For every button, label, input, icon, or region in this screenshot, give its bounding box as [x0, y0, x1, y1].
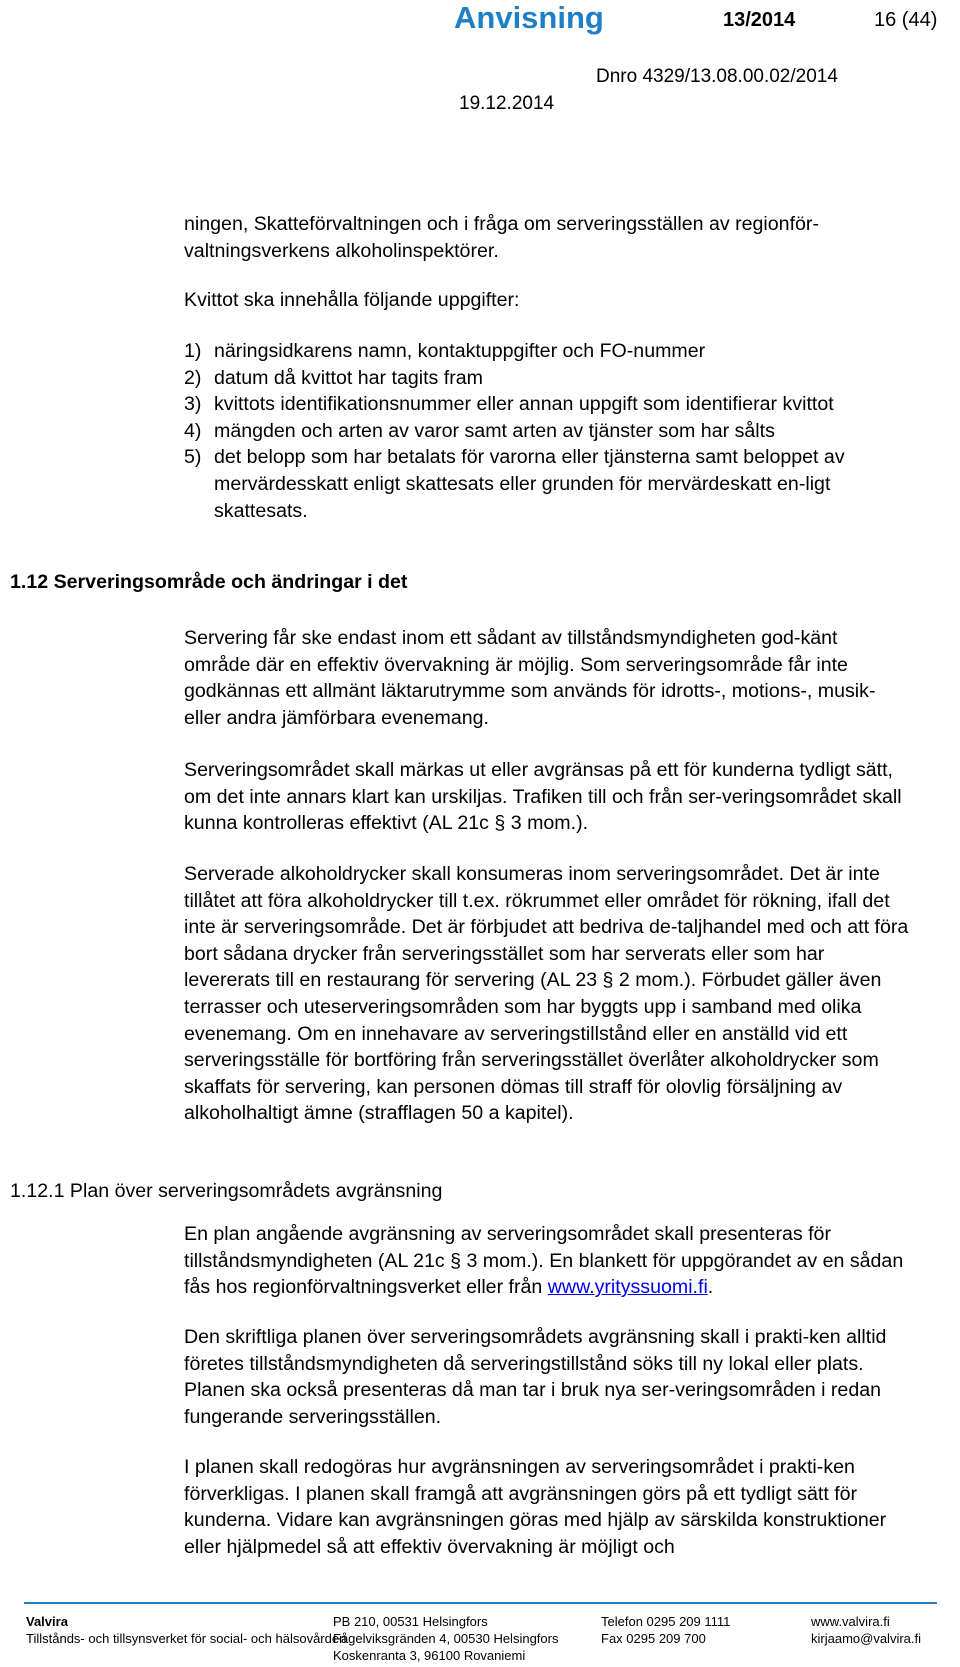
list-item — [184, 444, 909, 524]
paragraph: Den skriftliga planen över serveringsområdets avgränsning skall i prakti-ken alltid företes tillståndsmyndigheten då serveringstillstånd söks till ny lokal eller plats. Planen ska också presenteras då man tar i bruk nya ser-veringsområden i redan fungerande serveringsställen. — [184, 1326, 887, 1428]
list-item-number: 4) — [184, 419, 202, 442]
section-1-12-paragraph-1 — [184, 625, 904, 731]
footer-email-link[interactable]: kirjaamo@valvira.fi — [811, 1631, 921, 1646]
list-item-text: datum då kvittot har tagits fram — [214, 366, 483, 389]
list-item-number: 5) — [184, 446, 202, 469]
list-item-number: 1) — [184, 340, 202, 362]
page-number: 16 (44) — [874, 9, 938, 31]
footer-phone-fax — [601, 1613, 730, 1647]
section-1-12-1-paragraph-1 — [184, 1221, 919, 1301]
list-item — [184, 391, 944, 418]
receipt-list-block — [184, 338, 944, 524]
section-1-12-paragraph-3 — [184, 861, 909, 1127]
receipt-block — [184, 287, 944, 314]
footer-fax: Fax 0295 209 700 — [601, 1631, 706, 1646]
paragraph: I planen skall redogöras hur avgränsningen av serveringsområdet i prakti-ken förverkligas. I planen skall framgå att avgränsningen görs på ett tydligt sätt för kunderna. Vidare kan avgränsningen göras med hjälp av särskilda konstruktioner eller hjälpmedel så att effektiv övervakning är möjligt och — [184, 1456, 887, 1558]
yrityssuomi-link[interactable]: www.yrityssuomi.fi — [547, 1276, 708, 1299]
section-heading-1-12-1: 1.12.1 Plan över serveringsområdets avgränsning — [10, 1180, 443, 1202]
footer-address-line: Fågelviksgränden 4, 00530 Helsingfors — [333, 1631, 559, 1646]
paragraph: Servering får ske endast inom ett sådant av tillståndsmyndigheten god-känt område där en effektiv övervakning är möjlig. Som serveringsområde får inte godkännas ett allmänt läktarutrymme som används för idrotts-, motions-, musik- eller andra jämförbara evenemang. — [184, 627, 876, 729]
section-heading-1-12: 1.12 Serveringsområde och ändringar i det — [10, 571, 408, 593]
intro-continuation: ningen, Skatteförvaltningen och i fråga om serveringsställen av regionför-valtningsverkens alkoholinspektörer. — [184, 213, 819, 262]
list-item-text: det belopp som har betalats för varorna eller tjänsterna samt beloppet av mervärdesskatt enligt skattesats eller grunden för mervärdeskatt en-ligt skattesats. — [214, 446, 845, 522]
paragraph: Serveringsområdet skall märkas ut eller avgränsas på ett för kunderna tydligt sätt, om det inte annars klart kan urskiljas. Trafiken till och från ser-veringsområdet skall kunna kontrolleras effektivt (AL 21c § 3 mom.). — [184, 759, 902, 835]
list-item-text: kvittots identifikationsnummer eller annan uppgift som identifierar kvittot — [214, 393, 834, 416]
footer-address-line: Koskenranta 3, 96100 Rovaniemi — [333, 1648, 526, 1663]
footer-web-link[interactable]: www.valvira.fi — [811, 1614, 890, 1629]
list-item — [184, 365, 944, 392]
intro-block — [184, 211, 944, 264]
footer-web-email — [811, 1613, 921, 1647]
list-item-number: 3) — [184, 393, 202, 416]
document-date: 19.12.2014 — [459, 93, 555, 114]
section-1-12-1-paragraph-3 — [184, 1454, 909, 1560]
receipt-lead: Kvittot ska innehålla följande uppgifter: — [184, 289, 520, 311]
footer-address — [333, 1613, 558, 1664]
paragraph-text: En plan angående avgränsning av serveringsområdet skall presenteras för tillståndsmyndigheten (AL 21c § 3 mom.). En blankett för uppgörandet av en sådan fås hos regionförvaltningsverket eller från — [184, 1223, 904, 1299]
paragraph-tail: . — [707, 1276, 714, 1299]
list-item-text: näringsidkarens namn, kontaktuppgifter och FO-nummer — [214, 340, 706, 362]
list-item-number: 2) — [184, 366, 202, 389]
paragraph — [184, 1221, 919, 1301]
document-title: Anvisning — [454, 0, 604, 35]
diary-number: Dnro 4329/13.08.00.02/2014 — [596, 66, 838, 87]
document-number: 13/2014 — [723, 9, 796, 31]
section-1-12-paragraph-2 — [184, 757, 909, 837]
footer-org-name: Valvira — [26, 1614, 68, 1629]
section-1-12-1-paragraph-2 — [184, 1324, 909, 1430]
paragraph: Serverade alkoholdrycker skall konsumeras inom serveringsområdet. Det är inte tillåtet att föra alkoholdrycker till t.ex. rökrummet eller området för rökning, ifall det inte är serveringsområde. Det är förbjudet att bedriva de-taljhandel med och att föra bort sådana drycker från serveringsstället som har serverats eller som har levererats till en restaurang för servering (AL 23 § 2 mom.). Förbudet gäller även terrasser och uteserveringsområden som har byggts upp i samband med olika evenemang. Om en innehavare av serveringstillstånd eller en anställd vid ett serveringsställe för bortföring från serveringsstället överlåter alkoholdrycker som skaffats för servering, kan personen dömas till straff för olovlig försäljning av alkoholhaltigt ämne (strafflagen 50 a kapitel). — [184, 863, 909, 1125]
footer-org-desc: Tillstånds- och tillsynsverket för social- och hälsovården — [26, 1631, 347, 1646]
list-item-text: mängden och arten av varor samt arten av tjänster som har sålts — [214, 419, 775, 442]
receipt-requirements-list — [184, 338, 944, 524]
footer-phone: Telefon 0295 209 1111 — [601, 1614, 731, 1629]
list-item — [184, 338, 944, 365]
list-item — [184, 418, 944, 445]
footer-org — [26, 1613, 346, 1647]
footer-address-line: PB 210, 00531 Helsingfors — [333, 1614, 488, 1629]
footer-divider — [24, 1602, 937, 1604]
